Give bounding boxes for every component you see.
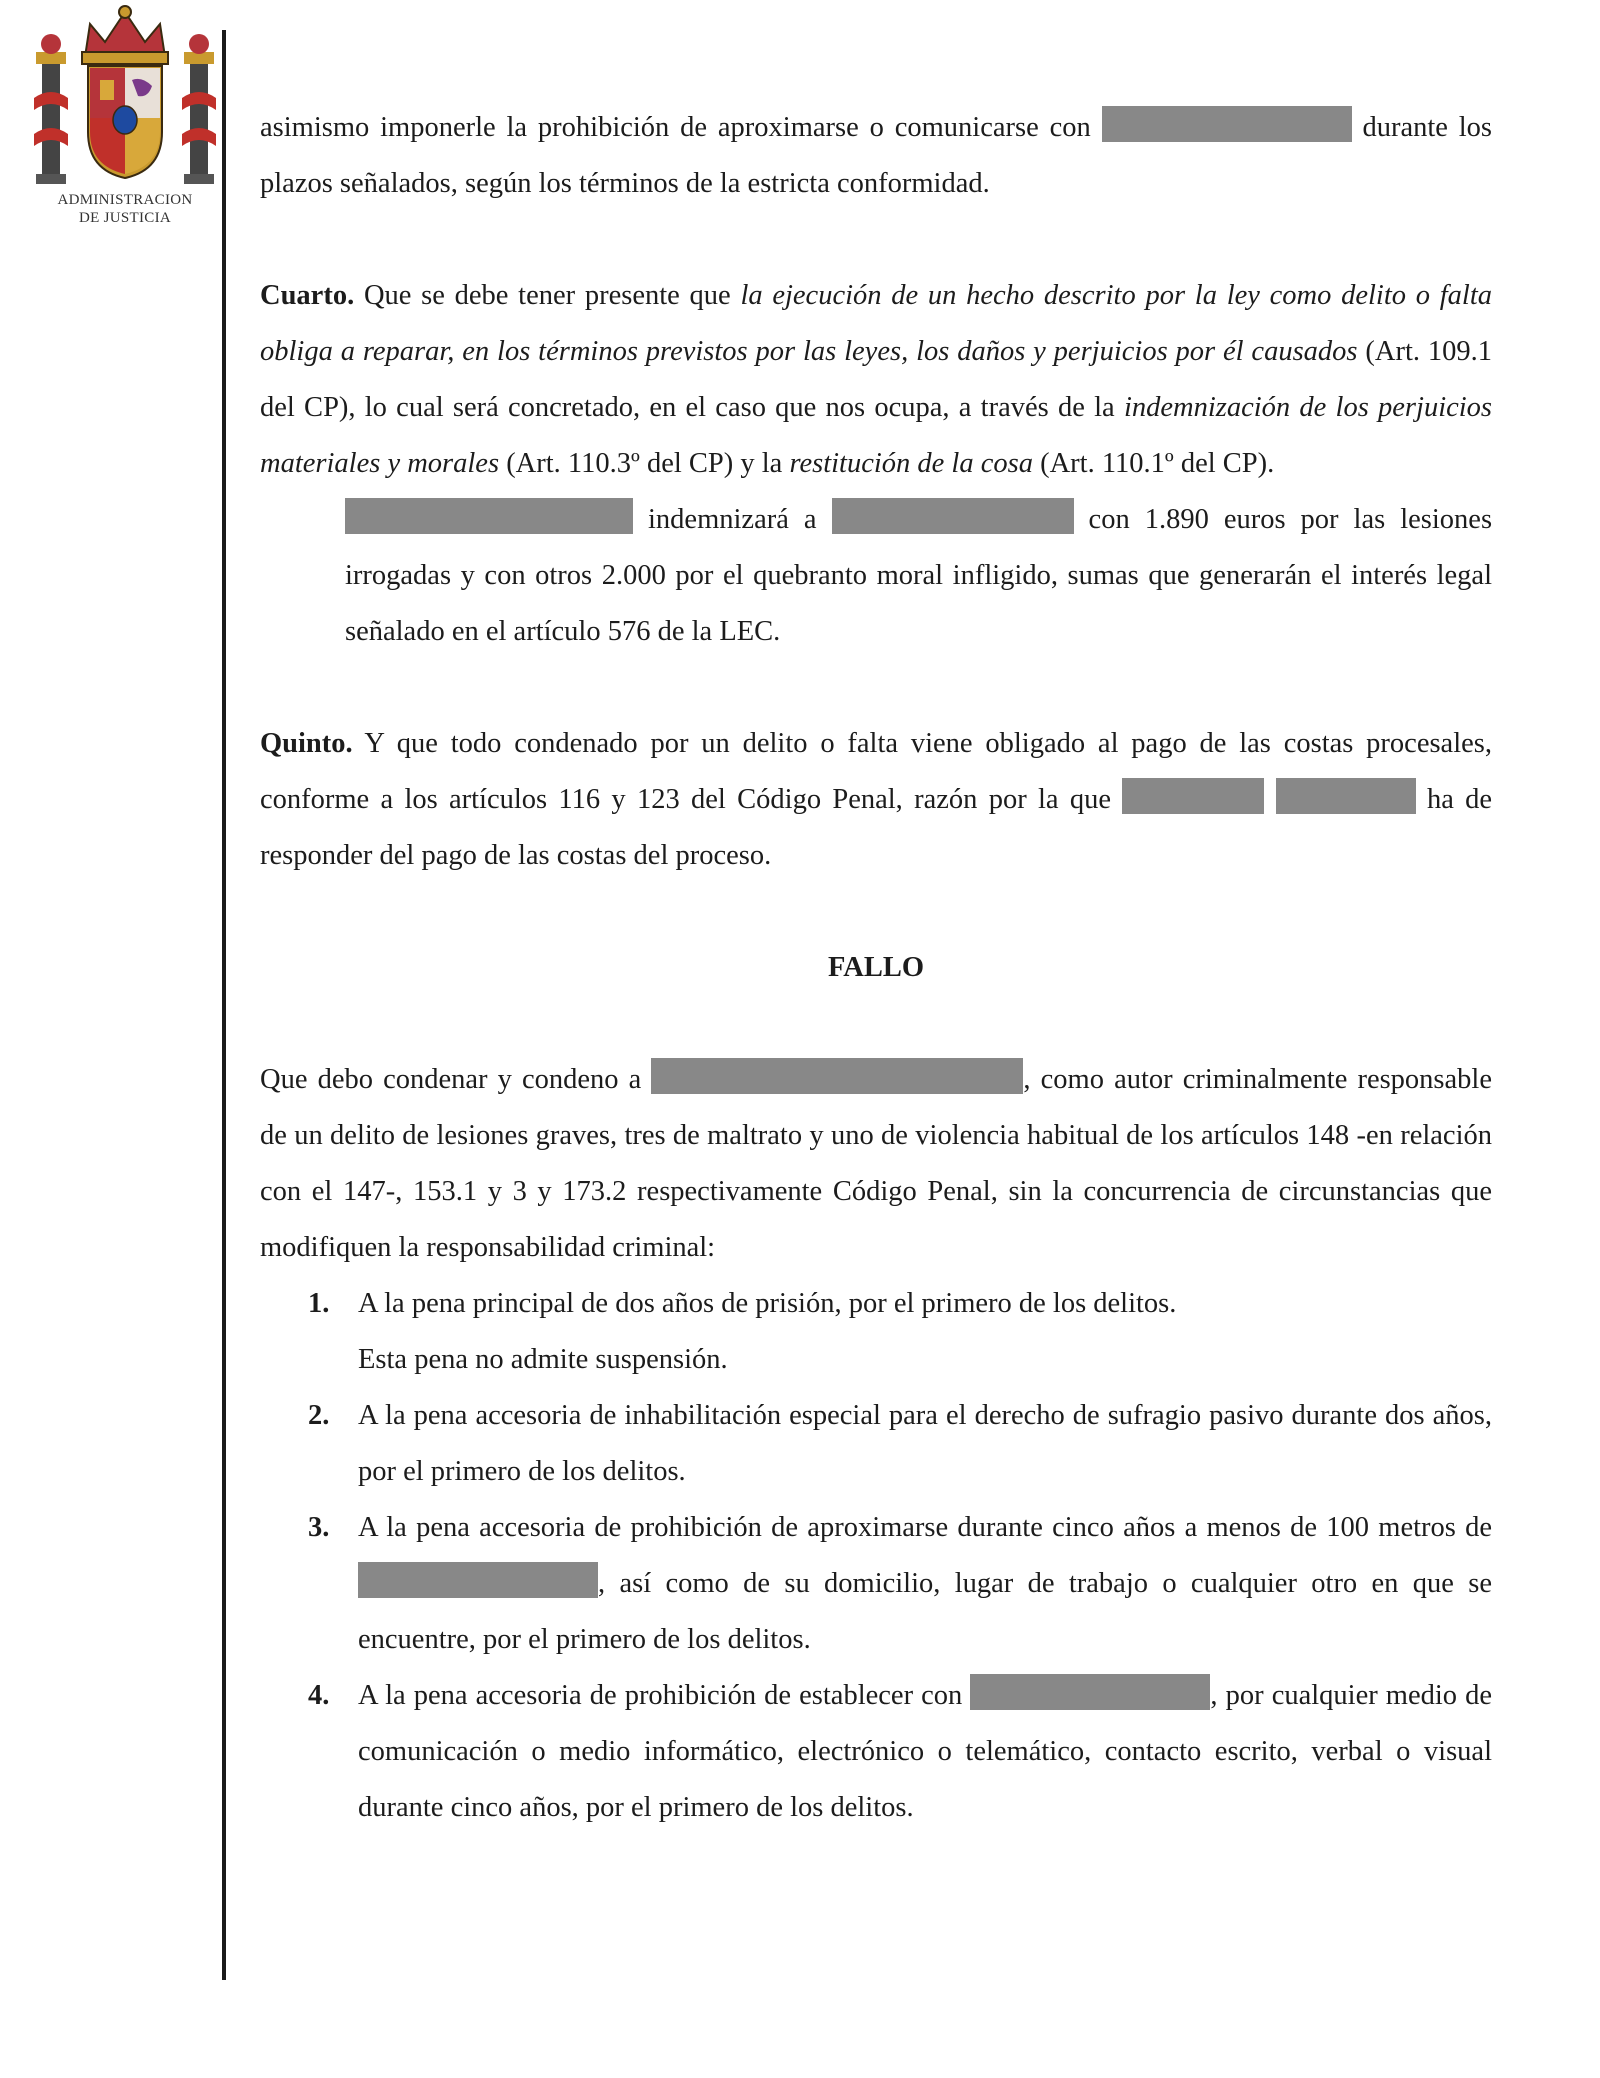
section-label-quinto: Quinto. (260, 728, 353, 759)
heading-fallo: FALLO (827, 952, 925, 983)
logo-text-line1: ADMINISTRACION (57, 192, 193, 208)
list-item: 3. A la pena accesoria de prohibición de aproximarse durante cinco años a menos de 100 metros de , así como de su domicilio, lugar de trabajo o cualquier otro en que se encuentre, por el primero de los delitos. (308, 1512, 1492, 1655)
logo-text-line2: DE JUSTICIA (78, 210, 172, 226)
redaction-block (1102, 106, 1352, 142)
redaction-block (1276, 778, 1416, 814)
margin-rule (222, 30, 226, 1980)
redaction-block (970, 1674, 1210, 1710)
paragraph-indemnizacion: indemnizará a con 1.890 euros por las lesiones irrogadas y con otros 2.000 por el quebranto moral infligido, sumas que generarán el interés legal señalado en el artículo 576 de la LEC. (260, 492, 1492, 660)
redaction-block (358, 1562, 598, 1598)
document-body (260, 100, 1492, 1836)
list-item: 1. A la pena principal de dos años de prisión, por el primero de los delitos. Esta pena no admite suspensión. (308, 1288, 1177, 1375)
coat-of-arms-icon (30, 2, 220, 192)
coat-of-arms-logo (30, 2, 220, 232)
section-label-cuarto: Cuarto. (260, 280, 355, 311)
list-item: 2. A la pena accesoria de inhabilitación especial para el derecho de sufragio pasivo durante dos años, por el primero de los delitos. (308, 1400, 1492, 1487)
redaction-block (651, 1058, 1023, 1094)
redaction-block (345, 498, 633, 534)
paragraph-continuation: asimismo imponerle la prohibición de aproximarse o comunicarse con durante los plazos señalados, según los términos de la estricta conformidad. (260, 100, 1492, 212)
sentence-list (260, 1276, 1492, 1836)
redaction-block (832, 498, 1074, 534)
paragraph-quinto: Quinto. Y que todo condenado por un delito o falta viene obligado al pago de las costas procesales, conforme a los artículos 116 y 123 del Código Penal, razón por la que ha de responder del pago de las costas del proceso. (260, 728, 1493, 871)
paragraph-fallo-intro: Que debo condenar y condeno a , como autor criminalmente responsable de un delito de lesiones graves, tres de maltrato y uno de violencia habitual de los artículos 148 -en relación con el 147-, 153.1 y 3 y 173.2 respectivamente Código Penal, sin la concurrencia de circunstancias que modifiquen la responsabilidad criminal: (260, 1052, 1492, 1276)
paragraph-cuarto: Cuarto. Que se debe tener presente que la ejecución de un hecho descrito por la ley como delito o falta obliga a reparar, en los términos previstos por las leyes, los daños y perjuicios por él causados (Art. 109.1 del CP), lo cual será concretado, en el caso que nos ocupa, a través de la indemnización de los perjuicios materiales y morales (Art. 110.3º del CP) y la restitución de la cosa (Art. 110.1º del CP). (260, 280, 1493, 479)
list-item: 4. A la pena accesoria de prohibición de establecer con , por cualquier medio de comunicación o medio informático, electrónico o telemático, contacto escrito, verbal o visual durante cinco años, por el primero de los delitos. (358, 1668, 1492, 1836)
redaction-block (1122, 778, 1264, 814)
